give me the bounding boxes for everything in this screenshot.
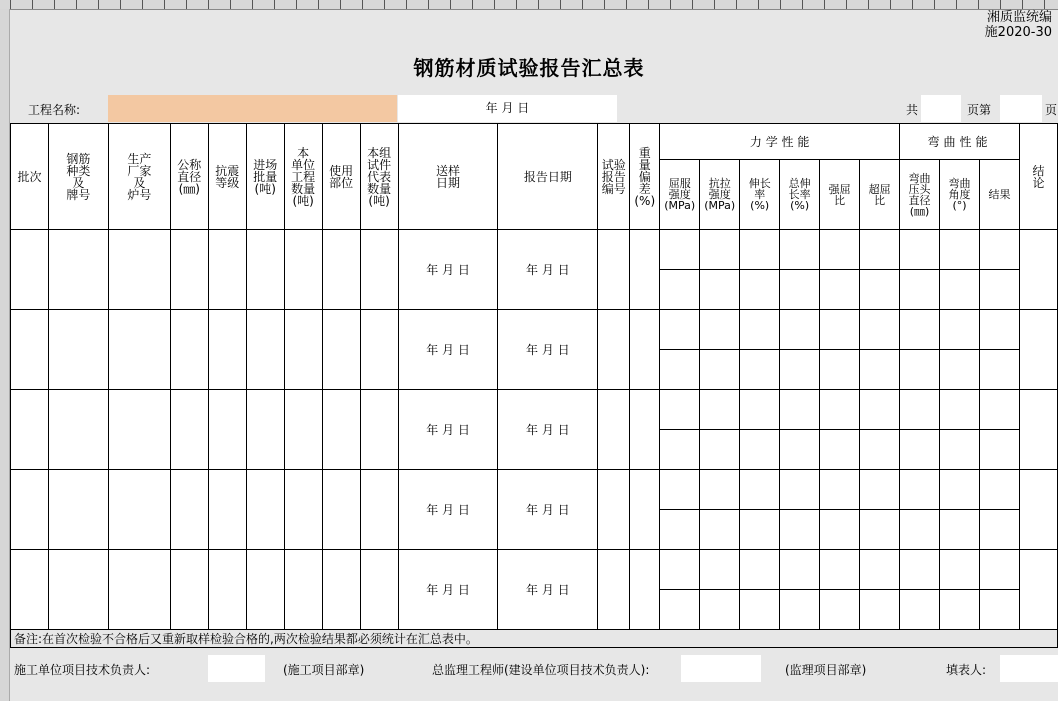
test-result-cell[interactable] bbox=[700, 350, 740, 390]
table-cell[interactable] bbox=[598, 390, 630, 470]
ruler-tick bbox=[560, 0, 561, 9]
table-cell[interactable] bbox=[360, 230, 398, 310]
tech-lead-field[interactable] bbox=[208, 655, 265, 682]
ruler-tick bbox=[956, 0, 957, 9]
test-result-cell[interactable] bbox=[940, 310, 980, 350]
test-result-cell[interactable] bbox=[740, 230, 780, 270]
table-row bbox=[11, 390, 1058, 430]
test-result-cell[interactable] bbox=[860, 550, 900, 590]
table-cell[interactable] bbox=[284, 310, 322, 390]
test-result-cell[interactable] bbox=[979, 430, 1019, 470]
test-result-cell[interactable] bbox=[940, 590, 980, 630]
test-result-cell[interactable] bbox=[820, 590, 860, 630]
ruler-tick bbox=[868, 0, 869, 9]
report-date-cell[interactable]: 年 月 日 bbox=[498, 470, 598, 550]
col-total-elongation: 总伸 长率 (%) bbox=[780, 160, 820, 230]
conclusion-cell[interactable] bbox=[1019, 390, 1057, 470]
page-total-label: 共 bbox=[906, 103, 919, 117]
test-result-cell[interactable] bbox=[979, 590, 1019, 630]
project-name-field[interactable] bbox=[108, 95, 397, 122]
col-conclusion: 结 论 bbox=[1019, 124, 1057, 230]
test-result-cell[interactable] bbox=[820, 350, 860, 390]
ruler-tick bbox=[186, 0, 187, 9]
ruler-tick bbox=[406, 0, 407, 9]
test-result-cell[interactable] bbox=[780, 310, 820, 350]
ruler-tick bbox=[846, 0, 847, 9]
ruler-tick bbox=[450, 0, 451, 9]
tech-lead-label: 施工单位项目技术负责人: bbox=[14, 663, 151, 677]
table-cell[interactable] bbox=[170, 470, 208, 550]
ruler-tick bbox=[230, 0, 231, 9]
table-row bbox=[11, 310, 1058, 350]
test-result-cell[interactable] bbox=[900, 310, 940, 350]
ruler-tick bbox=[714, 0, 715, 9]
ruler-tick bbox=[538, 0, 539, 9]
ruler-tick bbox=[1044, 0, 1045, 9]
col-elongation: 伸长 率 (%) bbox=[740, 160, 780, 230]
test-result-cell[interactable] bbox=[860, 430, 900, 470]
test-result-cell[interactable] bbox=[660, 550, 700, 590]
test-result-cell[interactable] bbox=[700, 230, 740, 270]
conclusion-cell[interactable] bbox=[1019, 550, 1057, 630]
test-result-cell[interactable] bbox=[900, 550, 940, 590]
test-result-cell[interactable] bbox=[979, 390, 1019, 430]
table-cell[interactable] bbox=[598, 470, 630, 550]
ruler-tick bbox=[76, 0, 77, 9]
form-code bbox=[985, 10, 1052, 40]
table-cell[interactable] bbox=[284, 390, 322, 470]
project-name-label: 工程名称: bbox=[28, 103, 81, 117]
table-cell[interactable] bbox=[598, 550, 630, 630]
test-result-cell[interactable] bbox=[700, 510, 740, 550]
filler-field[interactable] bbox=[1000, 655, 1058, 682]
test-result-cell[interactable] bbox=[700, 390, 740, 430]
test-result-cell[interactable] bbox=[820, 550, 860, 590]
ruler-tick bbox=[32, 0, 33, 9]
group-mechanical: 力 学 性 能 bbox=[660, 124, 900, 160]
table-cell[interactable] bbox=[284, 550, 322, 630]
table-cell[interactable] bbox=[630, 390, 660, 470]
test-result-cell[interactable] bbox=[820, 390, 860, 430]
send-date-cell[interactable]: 年 月 日 bbox=[398, 310, 498, 390]
test-result-cell[interactable] bbox=[740, 270, 780, 310]
test-result-cell[interactable] bbox=[820, 430, 860, 470]
table-cell[interactable] bbox=[630, 310, 660, 390]
group-bending: 弯曲性能 bbox=[900, 124, 1020, 160]
test-result-cell[interactable] bbox=[740, 430, 780, 470]
test-result-cell[interactable] bbox=[820, 310, 860, 350]
table-cell[interactable] bbox=[48, 390, 108, 470]
table-cell[interactable] bbox=[360, 390, 398, 470]
page-number-field[interactable] bbox=[1000, 95, 1042, 122]
page-total-field[interactable] bbox=[921, 95, 961, 122]
send-date-cell[interactable]: 年 月 日 bbox=[398, 550, 498, 630]
test-result-cell[interactable] bbox=[740, 590, 780, 630]
table-cell[interactable] bbox=[11, 550, 49, 630]
ruler-tick bbox=[626, 0, 627, 9]
table-cell[interactable] bbox=[48, 470, 108, 550]
table-row bbox=[11, 550, 1058, 590]
chief-supervisor-field[interactable] bbox=[681, 655, 761, 682]
ruler-tick bbox=[890, 0, 891, 9]
test-result-cell[interactable] bbox=[979, 550, 1019, 590]
col-location: 使用 部位 bbox=[322, 124, 360, 230]
page-suffix-label: 页 bbox=[1045, 103, 1058, 117]
test-result-cell[interactable] bbox=[700, 470, 740, 510]
test-result-cell[interactable] bbox=[820, 270, 860, 310]
conclusion-cell[interactable] bbox=[1019, 230, 1057, 310]
test-result-cell[interactable] bbox=[940, 470, 980, 510]
ruler-tick bbox=[780, 0, 781, 9]
col-diameter: 公称 直径 (㎜) bbox=[170, 124, 208, 230]
test-result-cell[interactable] bbox=[900, 390, 940, 430]
form-code-line2: 施2020-30 bbox=[984, 25, 1052, 40]
form-code-line1: 湘质监统编 bbox=[986, 10, 1052, 25]
report-date-cell[interactable]: 年 月 日 bbox=[498, 230, 598, 310]
table-cell[interactable] bbox=[246, 550, 284, 630]
table-cell[interactable] bbox=[11, 470, 49, 550]
test-result-cell[interactable] bbox=[940, 350, 980, 390]
table-cell[interactable] bbox=[11, 230, 49, 310]
ruler-tick bbox=[692, 0, 693, 9]
ruler-tick bbox=[340, 0, 341, 9]
supervision-seal-label: (监理项目部章) bbox=[785, 663, 867, 677]
ruler-tick bbox=[648, 0, 649, 9]
ruler-tick bbox=[978, 0, 979, 9]
test-result-cell[interactable] bbox=[660, 390, 700, 430]
col-send-date: 送样 日期 bbox=[398, 124, 498, 230]
filler-label: 填表人: bbox=[946, 663, 987, 677]
report-date-cell[interactable]: 年 月 日 bbox=[498, 310, 598, 390]
test-result-cell[interactable] bbox=[900, 230, 940, 270]
ruler-tick bbox=[934, 0, 935, 9]
table-cell[interactable] bbox=[322, 230, 360, 310]
ruler-tick bbox=[164, 0, 165, 9]
col-manufacturer: 生产 厂家 及 炉号 bbox=[108, 124, 170, 230]
test-result-cell[interactable] bbox=[780, 350, 820, 390]
table-cell[interactable] bbox=[630, 550, 660, 630]
conclusion-cell[interactable] bbox=[1019, 310, 1057, 390]
test-result-cell[interactable] bbox=[700, 590, 740, 630]
report-date-cell[interactable]: 年 月 日 bbox=[498, 550, 598, 630]
table-cell[interactable] bbox=[170, 550, 208, 630]
table-cell[interactable] bbox=[598, 230, 630, 310]
ruler-tick bbox=[296, 0, 297, 9]
test-result-cell[interactable] bbox=[780, 390, 820, 430]
table-cell[interactable] bbox=[246, 390, 284, 470]
report-date-cell[interactable]: 年 月 日 bbox=[498, 390, 598, 470]
test-result-cell[interactable] bbox=[780, 550, 820, 590]
table-cell[interactable] bbox=[322, 310, 360, 390]
table-cell[interactable] bbox=[48, 310, 108, 390]
ruler-tick bbox=[384, 0, 385, 9]
summary-table bbox=[10, 123, 1058, 630]
test-result-cell[interactable] bbox=[820, 470, 860, 510]
table-cell[interactable] bbox=[208, 550, 246, 630]
table-cell[interactable] bbox=[170, 390, 208, 470]
conclusion-cell[interactable] bbox=[1019, 470, 1057, 550]
table-cell[interactable] bbox=[360, 470, 398, 550]
test-result-cell[interactable] bbox=[740, 510, 780, 550]
table-cell[interactable] bbox=[11, 310, 49, 390]
test-result-cell[interactable] bbox=[860, 510, 900, 550]
test-result-cell[interactable] bbox=[860, 270, 900, 310]
ruler-tick bbox=[208, 0, 209, 9]
col-unit-qty: 本 单位 工程 数量 (吨) bbox=[284, 124, 322, 230]
ruler-tick bbox=[582, 0, 583, 9]
test-result-cell[interactable] bbox=[940, 430, 980, 470]
send-date-cell[interactable]: 年 月 日 bbox=[398, 470, 498, 550]
ruler-tick bbox=[120, 0, 121, 9]
table-cell[interactable] bbox=[208, 390, 246, 470]
send-date-cell[interactable]: 年 月 日 bbox=[398, 390, 498, 470]
table-cell[interactable] bbox=[170, 310, 208, 390]
table-cell[interactable] bbox=[208, 310, 246, 390]
ruler-tick bbox=[736, 0, 737, 9]
col-rep-qty: 本组 试件 代表 数量 (吨) bbox=[360, 124, 398, 230]
col-report-date: 报告日期 bbox=[498, 124, 598, 230]
table-cell[interactable] bbox=[322, 390, 360, 470]
col-batch: 批次 bbox=[11, 124, 49, 230]
ruler-tick bbox=[274, 0, 275, 9]
table-cell[interactable] bbox=[246, 470, 284, 550]
test-result-cell[interactable] bbox=[740, 350, 780, 390]
table-cell[interactable] bbox=[246, 310, 284, 390]
table-cell[interactable] bbox=[108, 310, 170, 390]
ruler-tick bbox=[494, 0, 495, 9]
test-result-cell[interactable] bbox=[940, 230, 980, 270]
test-result-cell[interactable] bbox=[820, 510, 860, 550]
test-result-cell[interactable] bbox=[660, 590, 700, 630]
test-result-cell[interactable] bbox=[740, 310, 780, 350]
col-strength-ratio: 强屈 比 bbox=[820, 160, 860, 230]
test-result-cell[interactable] bbox=[740, 390, 780, 430]
ruler-tick bbox=[428, 0, 429, 9]
test-result-cell[interactable] bbox=[940, 270, 980, 310]
col-tensile: 抗拉 强度 (MPa) bbox=[700, 160, 740, 230]
col-batch-qty: 进场 批量 (吨) bbox=[246, 124, 284, 230]
test-result-cell[interactable] bbox=[979, 470, 1019, 510]
col-bend-diameter: 弯曲 压头 直径 (㎜) bbox=[900, 160, 940, 230]
table-cell[interactable] bbox=[360, 310, 398, 390]
test-result-cell[interactable] bbox=[860, 350, 900, 390]
test-result-cell[interactable] bbox=[700, 550, 740, 590]
test-result-cell[interactable] bbox=[860, 230, 900, 270]
test-result-cell[interactable] bbox=[979, 310, 1019, 350]
row-ruler bbox=[0, 9, 10, 701]
table-cell[interactable] bbox=[322, 550, 360, 630]
test-result-cell[interactable] bbox=[780, 470, 820, 510]
ruler-tick bbox=[54, 0, 55, 9]
col-bend-result: 结果 bbox=[979, 160, 1019, 230]
ruler-tick bbox=[802, 0, 803, 9]
ruler-tick bbox=[1022, 0, 1023, 9]
test-result-cell[interactable] bbox=[660, 510, 700, 550]
ruler-tick bbox=[670, 0, 671, 9]
test-result-cell[interactable] bbox=[860, 470, 900, 510]
remark-note: 备注:在首次检验不合格后又重新取样检验合格的,两次检验结果都必须统计在汇总表中。 bbox=[10, 630, 1058, 648]
table-row bbox=[11, 230, 1058, 270]
test-result-cell[interactable] bbox=[979, 350, 1019, 390]
column-ruler bbox=[0, 0, 1058, 10]
test-result-cell[interactable] bbox=[900, 470, 940, 510]
table-cell[interactable] bbox=[630, 230, 660, 310]
ruler-tick bbox=[98, 0, 99, 9]
test-result-cell[interactable] bbox=[780, 230, 820, 270]
header-row-1 bbox=[11, 124, 1058, 160]
ruler-tick bbox=[472, 0, 473, 9]
table-cell[interactable] bbox=[322, 470, 360, 550]
test-result-cell[interactable] bbox=[820, 230, 860, 270]
test-result-cell[interactable] bbox=[900, 430, 940, 470]
ruler-tick bbox=[362, 0, 363, 9]
table-cell[interactable] bbox=[48, 550, 108, 630]
ruler-tick bbox=[142, 0, 143, 9]
test-result-cell[interactable] bbox=[900, 590, 940, 630]
test-result-cell[interactable] bbox=[940, 510, 980, 550]
test-result-cell[interactable] bbox=[979, 230, 1019, 270]
test-result-cell[interactable] bbox=[780, 430, 820, 470]
send-date-cell[interactable]: 年 月 日 bbox=[398, 230, 498, 310]
construction-seal-label: (施工项目部章) bbox=[283, 663, 365, 677]
table-cell[interactable] bbox=[284, 230, 322, 310]
col-over-ratio: 超屈 比 bbox=[860, 160, 900, 230]
table-cell[interactable] bbox=[108, 550, 170, 630]
test-result-cell[interactable] bbox=[740, 550, 780, 590]
ruler-tick bbox=[912, 0, 913, 9]
table-row bbox=[11, 470, 1058, 510]
ruler-tick bbox=[758, 0, 759, 9]
ruler-tick bbox=[1000, 0, 1001, 9]
ruler-tick bbox=[252, 0, 253, 9]
table-cell[interactable] bbox=[246, 230, 284, 310]
col-weight-dev: 重 量 偏 差 (%) bbox=[630, 124, 660, 230]
test-result-cell[interactable] bbox=[900, 510, 940, 550]
test-result-cell[interactable] bbox=[660, 350, 700, 390]
test-result-cell[interactable] bbox=[660, 270, 700, 310]
test-result-cell[interactable] bbox=[940, 550, 980, 590]
test-result-cell[interactable] bbox=[860, 390, 900, 430]
test-result-cell[interactable] bbox=[979, 270, 1019, 310]
chief-supervisor-label: 总监理工程师(建设单位项目技术负责人): bbox=[432, 663, 650, 677]
page-title: 钢筋材质试验报告汇总表 bbox=[413, 56, 645, 80]
test-result-cell[interactable] bbox=[900, 270, 940, 310]
test-result-cell[interactable] bbox=[660, 310, 700, 350]
ruler-tick bbox=[824, 0, 825, 9]
test-result-cell[interactable] bbox=[740, 470, 780, 510]
test-result-cell[interactable] bbox=[860, 310, 900, 350]
table-cell[interactable] bbox=[360, 550, 398, 630]
table-cell[interactable] bbox=[108, 390, 170, 470]
test-result-cell[interactable] bbox=[660, 430, 700, 470]
page-number-label: 页第 bbox=[967, 103, 992, 117]
col-yield: 屈服 强度 (MPa) bbox=[660, 160, 700, 230]
table-cell[interactable] bbox=[208, 470, 246, 550]
ruler-tick bbox=[604, 0, 605, 9]
table-cell[interactable] bbox=[630, 470, 660, 550]
test-result-cell[interactable] bbox=[660, 470, 700, 510]
table-cell[interactable] bbox=[170, 230, 208, 310]
table-cell[interactable] bbox=[108, 230, 170, 310]
test-result-cell[interactable] bbox=[700, 310, 740, 350]
table-cell[interactable] bbox=[284, 470, 322, 550]
table-cell[interactable] bbox=[11, 390, 49, 470]
ruler-tick bbox=[318, 0, 319, 9]
col-report-no: 试验 报告 编号 bbox=[598, 124, 630, 230]
table-cell[interactable] bbox=[48, 230, 108, 310]
ruler-tick bbox=[10, 0, 11, 9]
table-cell[interactable] bbox=[598, 310, 630, 390]
test-result-cell[interactable] bbox=[780, 590, 820, 630]
test-result-cell[interactable] bbox=[979, 510, 1019, 550]
test-result-cell[interactable] bbox=[860, 590, 900, 630]
col-seismic: 抗震 等级 bbox=[208, 124, 246, 230]
header-date-field[interactable]: 年 月 日 bbox=[398, 95, 617, 122]
col-bend-angle: 弯曲 角度 (°) bbox=[940, 160, 980, 230]
table-cell[interactable] bbox=[108, 470, 170, 550]
test-result-cell[interactable] bbox=[900, 350, 940, 390]
test-result-cell[interactable] bbox=[700, 270, 740, 310]
test-result-cell[interactable] bbox=[660, 230, 700, 270]
ruler-tick bbox=[516, 0, 517, 9]
test-result-cell[interactable] bbox=[700, 430, 740, 470]
col-steel-type: 钢筋 种类 及 牌号 bbox=[48, 124, 108, 230]
test-result-cell[interactable] bbox=[780, 510, 820, 550]
table-cell[interactable] bbox=[208, 230, 246, 310]
test-result-cell[interactable] bbox=[940, 390, 980, 430]
test-result-cell[interactable] bbox=[780, 270, 820, 310]
